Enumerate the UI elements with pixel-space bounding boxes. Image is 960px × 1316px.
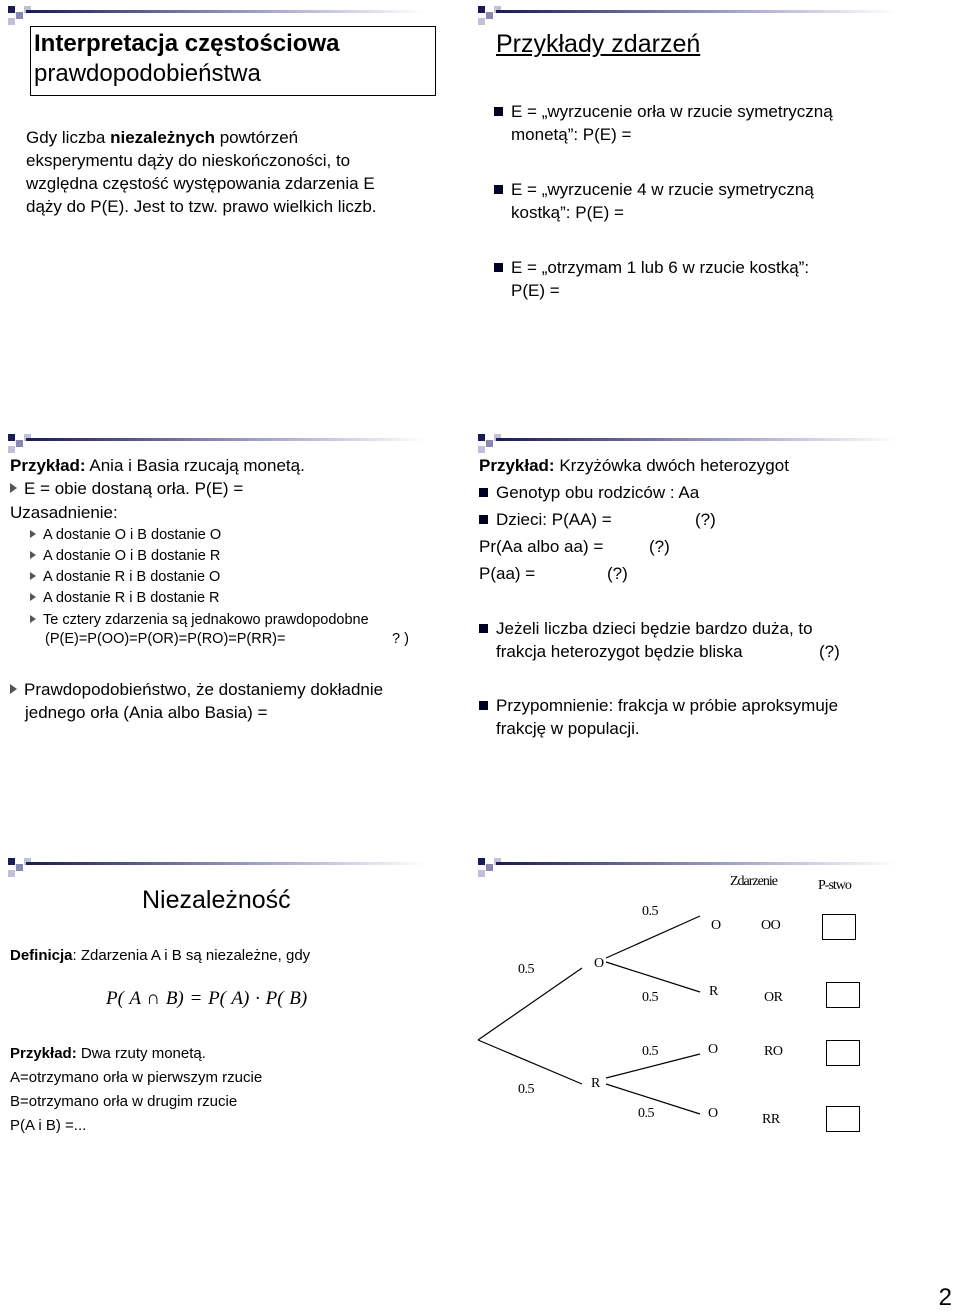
- tree-branch: [606, 962, 700, 992]
- arrow-bullet-icon: [30, 551, 36, 559]
- slide-heterozygote-cross: [470, 428, 910, 758]
- bullet-square-icon: [494, 263, 503, 272]
- slide-coin-example: [0, 428, 440, 758]
- slide-title: Niezależność: [142, 886, 291, 914]
- large-sample-item: Jeżeli liczba dzieci będzie bardzo duża, to frakcja heterozygot będzie bliska (?): [479, 617, 909, 663]
- pr-aa-or-aa: Pr(Aa albo aa) = (?): [479, 537, 670, 556]
- slide-decoration: [0, 852, 430, 882]
- bullet-square-icon: [479, 624, 488, 633]
- event-item: E = „wyrzucenie 4 w rzucie symetryczną kostką”: P(E) =: [494, 178, 914, 224]
- example-heading: Przykład: Dwa rzuty monetą.: [10, 1045, 206, 1062]
- independence-formula: P( A ∩ B) = P( A) · P( B): [106, 988, 308, 1009]
- second-toss-outcome: O: [708, 1042, 718, 1057]
- slide-frequency-interpretation: [0, 0, 440, 360]
- bullet-square-icon: [494, 185, 503, 194]
- bullet-square-icon: [479, 488, 488, 497]
- p-aa: P(aa) = (?): [479, 564, 628, 583]
- outcome-event: RO: [764, 1044, 783, 1059]
- arrow-bullet-icon: [10, 684, 17, 694]
- bullet-square-icon: [479, 515, 488, 524]
- genotype-item: Genotyp obu rodziców : Aa: [479, 481, 699, 504]
- body-bold-text: niezależnych: [110, 128, 215, 147]
- slide-event-examples: [470, 0, 910, 360]
- arrow-bullet-icon: [10, 483, 17, 493]
- event-b-definition: B=otrzymano orła w drugim rzucie: [10, 1093, 238, 1110]
- example-heading: Przykład: Ania i Basia rzucają monetą.: [10, 456, 305, 475]
- slide-independence: [0, 852, 440, 1172]
- children-item: Dzieci: P(AA) = (?): [479, 508, 779, 531]
- column-header-event: Zdarzenie: [730, 874, 804, 894]
- bullet-square-icon: [479, 701, 488, 710]
- list-item: A dostanie O i B dostanie R: [30, 546, 450, 567]
- bullet-square-icon: [494, 107, 503, 116]
- list-item: Te cztery zdarzenia są jednakowo prawdopodobne: [30, 611, 450, 630]
- slide-title-line2: prawdopodobieństwa: [34, 60, 261, 87]
- first-toss-outcome: R: [591, 1076, 600, 1091]
- slide-body: [26, 126, 446, 218]
- probability-answer-box[interactable]: [826, 1040, 860, 1066]
- list-item: A dostanie R i B dostanie R: [30, 588, 450, 609]
- justification-label: Uzasadnienie:: [10, 503, 118, 522]
- example-heading: Przykład: Krzyżówka dwóch heterozygot: [479, 456, 789, 475]
- probability-answer-box[interactable]: [822, 914, 856, 940]
- branch-probability: 0.5: [642, 990, 658, 1005]
- page-number: 2: [938, 1284, 952, 1311]
- slide-probability-tree: [470, 852, 910, 1172]
- event-a-definition: A=otrzymano orła w pierwszym rzucie: [10, 1069, 263, 1086]
- arrow-bullet-icon: [30, 572, 36, 580]
- body-text: powtórzeń: [214, 128, 299, 147]
- definition-text: Definicja: Zdarzenia A i B są niezależne, gdy: [10, 947, 311, 964]
- slide-title-line1: Interpretacja częstościowa: [34, 30, 340, 57]
- probability-answer-box[interactable]: [826, 982, 860, 1008]
- slide-title: Przykłady zdarzeń: [496, 30, 701, 58]
- tree-branch: [478, 968, 582, 1040]
- second-toss-outcome: R: [709, 984, 718, 999]
- branch-probability: 0.5: [518, 1082, 534, 1097]
- event-definition: E = obie dostaną orła. P(E) =: [10, 477, 243, 500]
- list-item: A dostanie R i B dostanie O: [30, 567, 450, 588]
- outcome-event: RR: [762, 1112, 780, 1127]
- arrow-bullet-icon: [30, 615, 36, 623]
- event-item: E = „otrzymam 1 lub 6 w rzucie kostką”: P(E) =: [494, 256, 914, 302]
- slide-decoration: [470, 0, 900, 30]
- body-text: dąży do P(E). Jest to tzw. prawo wielkich liczb.: [26, 197, 377, 216]
- body-text: względna częstość występowania zdarzenia E: [26, 174, 375, 193]
- arrow-bullet-icon: [30, 593, 36, 601]
- branch-probability: 0.5: [518, 962, 534, 977]
- p-a-and-b: P(A i B) =...: [10, 1117, 87, 1134]
- body-text: eksperymentu dąży do nieskończoności, to: [26, 151, 351, 170]
- tree-branch: [478, 1040, 582, 1084]
- column-header-probability: P-stwo: [818, 878, 851, 893]
- second-toss-outcome: O: [711, 918, 721, 933]
- outcome-event: OR: [764, 990, 783, 1005]
- tree-branch: [606, 916, 700, 958]
- first-toss-outcome: O: [594, 956, 604, 971]
- branch-probability: 0.5: [638, 1106, 654, 1121]
- body-text: Gdy liczba: [26, 128, 111, 147]
- second-toss-outcome: O: [708, 1106, 718, 1121]
- branch-probability: 0.5: [642, 904, 658, 919]
- case-list: [30, 525, 450, 649]
- question-item: Prawdopodobieństwo, że dostaniemy dokładnie jednego orła (Ania albo Basia) =: [10, 678, 440, 724]
- list-item: (P(E)=P(OO)=P(OR)=P(RO)=P(RR)= ? ): [45, 631, 409, 647]
- list-item: A dostanie O i B dostanie O: [30, 525, 450, 546]
- reminder-item: Przypomnienie: frakcja w próbie aproksymuje frakcję w populacji.: [479, 694, 909, 740]
- arrow-bullet-icon: [30, 530, 36, 538]
- outcome-event: OO: [761, 918, 781, 933]
- event-item: E = „wyrzucenie orła w rzucie symetryczną monetą”: P(E) =: [494, 100, 914, 146]
- branch-probability: 0.5: [642, 1044, 658, 1059]
- probability-answer-box[interactable]: [826, 1106, 860, 1132]
